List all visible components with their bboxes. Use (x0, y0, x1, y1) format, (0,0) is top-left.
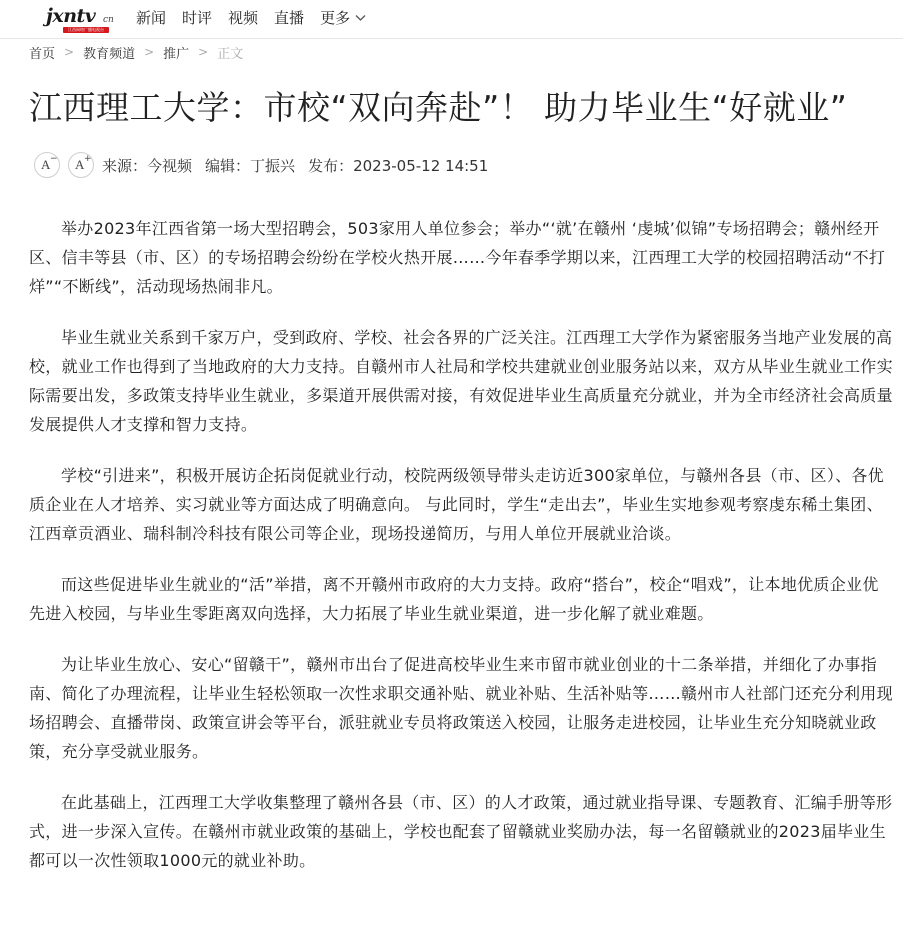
nav-more-menu[interactable] (320, 0, 366, 36)
main-nav (136, 0, 382, 36)
chevron-down-icon (355, 14, 366, 22)
editor-value: 丁振兴 (250, 156, 296, 175)
site-logo[interactable] (44, 4, 120, 36)
article-title: 江西理工大学：市校“双向奔赴”！ 助力毕业生“好就业” (29, 88, 848, 127)
article-paragraph: 而这些促进毕业生就业的“活”举措，离不开赣州市政府的大力支持。政府“搭台”，校企“唱戏”，让本地优质企业优先进入校园，与毕业生零距离双向选择，大力拓展了毕业生就业渠道，进一步化解了就业难题。 (29, 575, 879, 623)
font-decrease-letter: A (41, 157, 51, 172)
nav-item-news[interactable]: 新闻 (136, 9, 167, 27)
minus-icon: − (50, 154, 58, 164)
logo-text: jxntv (46, 5, 96, 27)
top-navigation-bar (0, 0, 903, 39)
breadcrumb-separator: > (64, 45, 75, 59)
article-paragraph: 毕业生就业关系到千家万户，受到政府、学校、社会各界的广泛关注。江西理工大学作为紧密服务当地产业发展的高校，就业工作也得到了当地政府的大力支持。自赣州市人社局和学校共建就业创业服务站以来，双方从毕业生就业工作实际需要出发，多政策支持毕业生就业，多渠道开展供需对接，有效促进毕业生高质量充分就业，并为全市经济社会高质量发展提供人才支撑和智力支持。 (29, 328, 893, 434)
breadcrumb-promotion[interactable]: 推广 (163, 46, 190, 62)
article-meta (34, 151, 501, 179)
breadcrumb-home[interactable]: 首页 (29, 46, 56, 62)
breadcrumb-current: 正文 (217, 46, 244, 62)
logo-suffix: cn (103, 15, 114, 25)
editor-group (205, 155, 295, 176)
article-body (29, 214, 893, 897)
font-size-increase-button[interactable] (68, 152, 94, 178)
editor-label: 编辑： (205, 156, 251, 175)
breadcrumb-separator: > (144, 45, 155, 59)
breadcrumb-separator: > (198, 45, 209, 59)
font-increase-letter: A (75, 157, 85, 172)
source-group (102, 155, 192, 176)
source-label: 来源： (102, 156, 148, 175)
nav-item-live[interactable]: 直播 (274, 9, 305, 27)
published-group (308, 155, 488, 176)
nav-item-commentary[interactable]: 时评 (182, 9, 213, 27)
nav-item-video[interactable]: 视频 (228, 9, 259, 27)
nav-more-label: 更多 (320, 9, 351, 27)
breadcrumb (29, 42, 243, 62)
published-time: 2023-05-12 14:51 (353, 156, 489, 175)
breadcrumb-education-channel[interactable]: 教育频道 (83, 46, 136, 62)
article-paragraph: 学校“引进来”，积极开展访企拓岗促就业行动，校院两级领导带头走访近300家单位，与赣州各县（市、区）、各优质企业在人才培养、实习就业等方面达成了明确意向。 与此同时，学生“走出去”，毕业生实地参观考察虔东稀土集团、江西章贡酒业、瑞科制冷科技有限公司等企业，现场投递简历，与用人单位开展就业洽谈。 (29, 466, 885, 543)
font-size-decrease-button[interactable] (34, 152, 60, 178)
plus-icon: + (84, 154, 92, 164)
article-paragraph: 在此基础上，江西理工大学收集整理了赣州各县（市、区）的人才政策，通过就业指导课、专题教育、汇编手册等形式，进一步深入宣传。在赣州市就业政策的基础上，学校也配套了留赣就业奖励办法，每一名留赣就业的2023届毕业生都可以一次性领取1000元的就业补助。 (29, 793, 893, 870)
source-value: 今视频 (147, 156, 193, 175)
logo-subtitle: 江西网络广播电视台 (68, 27, 104, 32)
article-paragraph: 为让毕业生放心、安心“留赣干”，赣州市出台了促进高校毕业生来市留市就业创业的十二条举措，并细化了办事指南、简化了办理流程，让毕业生轻松领取一次性求职交通补贴、就业补贴、生活补贴等……赣州市人社部门还充分利用现场招聘会、直播带岗、政策宣讲会等平台，派驻就业专员将政策送入校园，让服务走进校园，让毕业生充分知晓就业政策，充分享受就业服务。 (29, 655, 893, 761)
article-paragraph: 举办2023年江西省第一场大型招聘会，503家用人单位参会；举办“‘就’在赣州 ‘虔城’似锦”专场招聘会；赣州经开区、信丰等县（市、区）的专场招聘会纷纷在学校火热开展……今年春季学期以来，江西理工大学的校园招聘活动“不打烊”“不断线”，活动现场热闹非凡。 (29, 219, 886, 296)
published-label: 发布： (308, 156, 354, 175)
